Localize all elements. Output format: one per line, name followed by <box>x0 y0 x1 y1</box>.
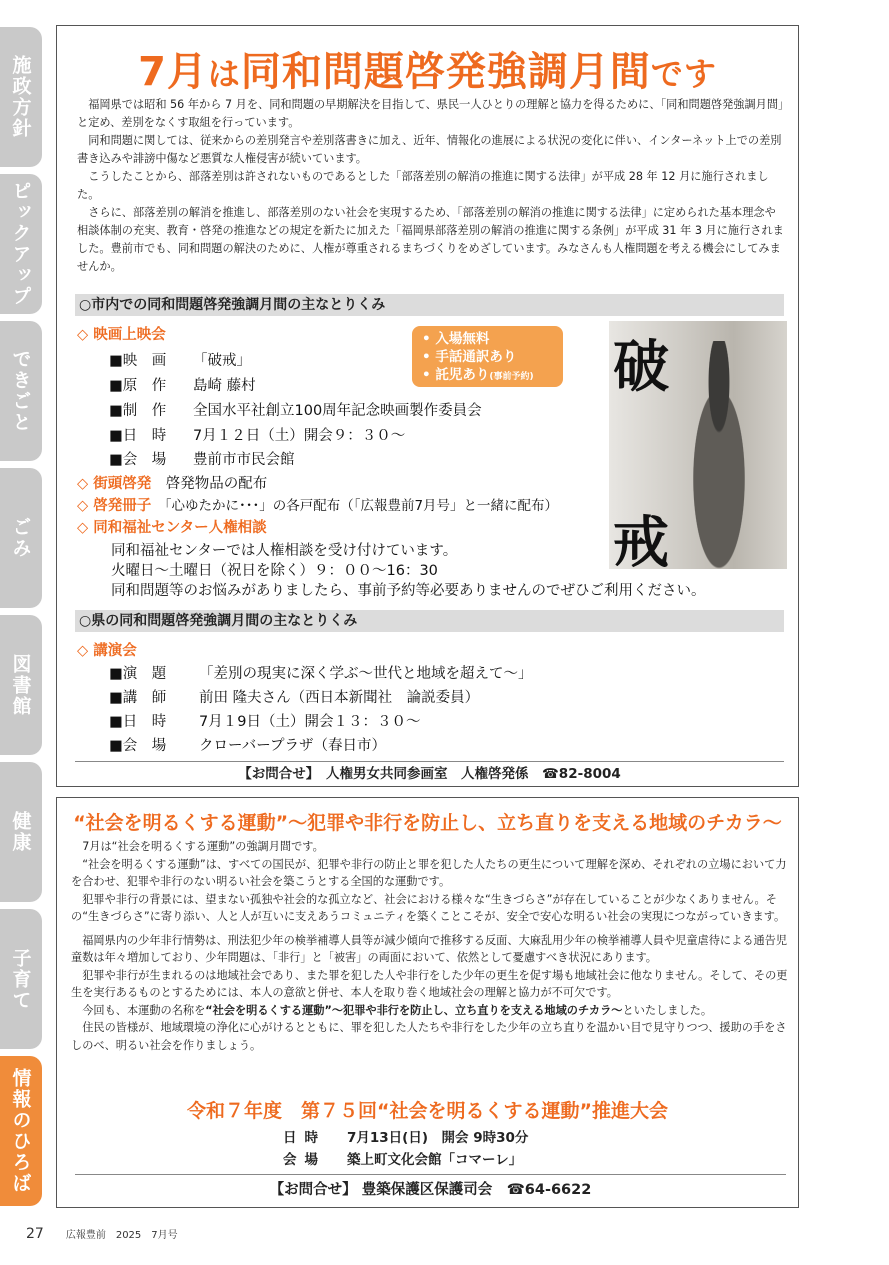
title-main: 同和問題啓発強調月間 <box>240 49 651 95</box>
article1-intro <box>77 96 784 276</box>
event-date-label: 日時 <box>283 1130 326 1146</box>
poster-kanji-top: 破 <box>613 334 669 400</box>
lecture-label: ■演 題 <box>109 666 167 682</box>
side-tab-pickup[interactable]: ピックアップ <box>0 174 42 314</box>
center-line: 同和福祉センターでは人権相談を受け付けています。 <box>111 543 458 559</box>
movie-row <box>109 399 482 420</box>
movie-poster <box>609 321 787 569</box>
movie-value: 7月１２日（土）開会９：３０～ <box>193 428 406 444</box>
para3-post: といたしました。 <box>622 1003 713 1017</box>
side-tab-childcare[interactable]: 子育て <box>0 909 42 1049</box>
publication-name: 広報豊前 2025 7月号 <box>65 1230 178 1241</box>
booklet-text: 「心ゆたかに･･･」の各戸配布（「広報豊前7月号」と一緒に配布） <box>164 498 559 514</box>
lecture-row <box>109 734 386 755</box>
movie-info-badge <box>412 326 563 387</box>
body-paragraph: “社会を明るくする運動”は、すべての国民が、犯罪や非行の防止と罪を犯した人たちの更生について理解を深め、それぞれの立場において力を合わせ、犯罪や非行のない明るい社会を築こうとする全国的な運動です。 <box>71 857 787 888</box>
bright-society-article <box>56 797 799 1208</box>
body-paragraph: 7月は“社会を明るくする運動”の強調月間です。 <box>82 840 324 853</box>
article1-contact: 【お問合せ】 人権男女共同参画室 人権啓発係 ☎82-8004 <box>75 761 784 783</box>
movie-heading: ◇ 映画上映会 <box>77 327 166 343</box>
badge-childcare <box>422 366 553 386</box>
badge-free: • 入場無料 <box>422 331 490 347</box>
badge-sign-language: • 手話通訳あり <box>422 349 517 365</box>
lecture-value: 前田 隆夫さん（西日本新聞社 論説委員） <box>199 690 480 706</box>
event-date: 7月13日(日) 開会 9時30分 <box>347 1130 529 1146</box>
movie-label: ■日 時 <box>109 428 167 444</box>
lecture-row <box>109 662 533 683</box>
booklet-heading: ◇ 啓発冊子 <box>77 498 152 514</box>
article2-contact: 【お問合せ】 豊築保護区保護司会 ☎64-6622 <box>75 1174 786 1202</box>
lecture-value: 「差別の現実に深く学ぶ～世代と地域を超えて～」 <box>199 666 533 682</box>
lecture-value: 7月１9日（土）開会１３：３０～ <box>199 714 421 730</box>
movie-row <box>109 448 295 469</box>
event-date-row <box>283 1126 528 1146</box>
section-city-heading: ○市内での同和問題啓発強調月間の主なとりくみ <box>75 294 784 316</box>
body-paragraph <box>71 1002 788 1020</box>
page-number: 27 <box>26 1226 44 1242</box>
body-paragraph: 犯罪や非行が生まれるのは地域社会であり、また罪を犯した人や非行をした少年の更生を促す場も地域社会に他なりません。そして、その更生を実行あるものとするためには、本人の意欲と併せ、本人を取り巻く地域社会の理解と協力が不可欠です。 <box>71 968 788 999</box>
side-tab-policy[interactable]: 施政方針 <box>0 27 42 167</box>
poster-kanji-bottom: 戒 <box>613 510 669 569</box>
center-line: 同和問題等のお悩みがありましたら、事前予約等必要ありませんのでぜひご利用ください。 <box>111 583 706 599</box>
side-tab-garbage[interactable]: ごみ <box>0 468 42 608</box>
movie-label: ■原 作 <box>109 378 167 394</box>
section-prefecture-heading: ○県の同和問題啓発強調月間の主なとりくみ <box>75 610 784 632</box>
side-tab-events[interactable]: できごと <box>0 321 42 461</box>
article2-title: “社会を明るくする運動”～犯罪や非行を防止し、立ち直りを支える地域のチカラ～ <box>73 812 782 834</box>
title-month: 7月 <box>138 49 208 95</box>
movie-row <box>109 424 405 445</box>
poster-person-image <box>679 341 759 569</box>
booklet-row <box>77 494 558 515</box>
dowa-article <box>56 25 799 787</box>
movie-label: ■制 作 <box>109 403 167 419</box>
para3-bold: “社会を明るくする運動”～犯罪や非行を防止し、立ち直りを支える地域のチカラ～ <box>205 1003 623 1017</box>
intro-paragraph: さらに、部落差別の解消を推進し、部落差別のない社会を実現するため、「部落差別の解消の推進に関する法律」に定められた基本理念や相談体制の充実、教育・啓発の推進などの規定を新たに加えた「福岡県部落差別の解消の推進に関する条例」が平成 31 年 3 月に施行されました。豊前市でも、同和問題の解決のために、人権が尊重されるまちづくりをめざしています。みなさんも人権問題を考える機会にしてみませんか。 <box>77 206 784 273</box>
intro-paragraph: こうしたことから、部落差別は許されないものであるとした「部落差別の解消の推進に関する法律」が平成 28 年 12 月に施行されました。 <box>77 170 769 201</box>
event-venue-label: 会場 <box>283 1152 326 1168</box>
article2-body <box>71 838 788 1054</box>
badge-childcare-text: • 託児あり <box>422 367 490 383</box>
movie-value: 全国水平社創立100周年記念映画製作委員会 <box>193 403 482 419</box>
side-tab-info[interactable]: 情報のひろば <box>0 1056 42 1206</box>
side-tab-library[interactable]: 図書館 <box>0 615 42 755</box>
page-footer <box>26 1226 178 1242</box>
body-paragraph: 犯罪や非行の背景には、望まない孤独や社会的な孤立など、社会における様々な“生きづらさ”が存在していることが少なくありません。その“生きづらさ”に寄り添い、人と人が互いに支えあうコミュニティを築くことこそが、安全で安心な明るい社会の実現につながっていきます。 <box>71 892 786 923</box>
movie-label: ■映 画 <box>109 353 167 369</box>
movie-label: ■会 場 <box>109 452 167 468</box>
body-paragraph: 福岡県内の少年非行情勢は、刑法犯少年の検挙補導人員等が減少傾向で推移する反面、大麻乱用少年の検挙補導人員や児童虐待による通告児童数は年々増加しており、少年問題は、「非行」と「被害」の両面において、依然として憂慮すべき状況にあります。 <box>71 933 788 964</box>
lecture-heading: ◇ 講演会 <box>77 643 137 659</box>
movie-row <box>109 374 256 395</box>
lecture-row <box>109 686 479 707</box>
event-venue: 築上町文化会館「コマーレ」 <box>347 1152 523 1168</box>
intro-paragraph: 同和問題に関しては、従来からの差別発言や差別落書きに加え、近年、情報化の進展による状況の変化に伴い、インターネット上での差別書き込みや誹謗中傷など悪質な人権侵害が続いています。 <box>77 134 782 165</box>
movie-value: 「破戒」 <box>193 353 251 369</box>
title-end: です <box>650 55 717 93</box>
lecture-value: クローバープラザ（春日市） <box>199 738 387 754</box>
movie-value: 島崎 藤村 <box>193 378 256 394</box>
article1-title <box>57 40 798 97</box>
lecture-label: ■日 時 <box>109 714 167 730</box>
movie-row <box>109 349 251 370</box>
intro-paragraph: 福岡県では昭和 56 年から 7 月を、同和問題の早期解決を目指して、県民一人ひとりの理解と協力を得るために、「同和問題啓発強調月間」と定め、差別をなくす取組を行っています。 <box>77 98 784 129</box>
event-title: 令和７年度 第７５回“社会を明るくする運動”推進大会 <box>187 1100 668 1122</box>
side-tab-health[interactable]: 健康 <box>0 762 42 902</box>
movie-value: 豊前市市民会館 <box>193 452 295 468</box>
event-venue-row <box>283 1148 522 1168</box>
body-paragraph: 住民の皆様が、地域環境の浄化に心がけるとともに、罪を犯した人たちや非行をした少年の立ち直りを温かい目で見守りつつ、援助の手をさしのべ、明るい社会を作りましょう。 <box>71 1021 787 1052</box>
badge-childcare-note: (事前予約) <box>489 372 534 382</box>
lecture-label: ■会 場 <box>109 738 167 754</box>
lecture-row <box>109 710 420 731</box>
title-ha: は <box>207 55 241 93</box>
street-row <box>77 472 267 493</box>
street-heading: ◇ 街頭啓発 <box>77 476 152 492</box>
street-text: 啓発物品の配布 <box>165 476 268 492</box>
para3-pre: 今回も、本運動の名称を <box>82 1003 206 1017</box>
center-heading: ◇ 同和福祉センター人権相談 <box>77 520 267 536</box>
lecture-label: ■講 師 <box>109 690 167 706</box>
center-line: 火曜日～土曜日（祝日を除く）９：００～16：30 <box>111 563 438 579</box>
